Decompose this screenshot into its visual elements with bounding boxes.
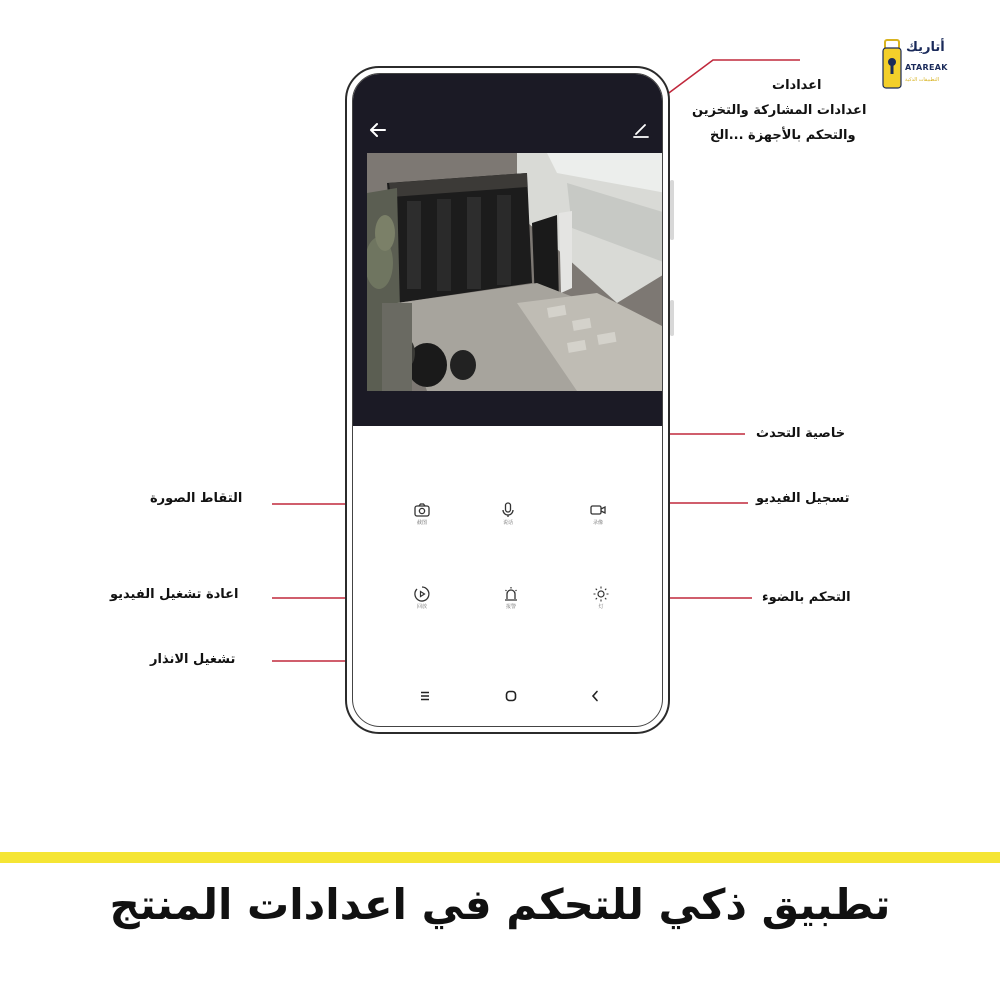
camera-live-view[interactable] bbox=[367, 153, 663, 391]
record-button[interactable] bbox=[576, 501, 620, 545]
back-arrow-icon[interactable] bbox=[367, 119, 389, 141]
volume-button bbox=[670, 180, 674, 240]
snapshot-button[interactable] bbox=[400, 501, 444, 545]
video-camera-icon bbox=[589, 501, 607, 519]
power-button bbox=[670, 300, 674, 336]
snapshot-label: 截图 bbox=[416, 520, 427, 526]
accent-bar bbox=[0, 852, 1000, 863]
back-chevron-icon[interactable] bbox=[587, 688, 603, 704]
phone-screen bbox=[352, 73, 663, 727]
light-feature-label: التحكم بالضوء bbox=[762, 590, 851, 605]
settings-description-line1: اعدادات المشاركة والتخزين bbox=[692, 103, 867, 118]
microphone-icon bbox=[499, 501, 517, 519]
snapshot-feature-label: التقاط الصورة bbox=[150, 491, 243, 506]
sun-icon bbox=[592, 585, 610, 603]
record-label: 录像 bbox=[592, 520, 603, 526]
talk-button[interactable] bbox=[486, 501, 530, 545]
logo-name-english: ATAREAK bbox=[905, 63, 948, 72]
alarm-button[interactable] bbox=[489, 585, 533, 629]
playback-feature-label: اعادة تشغيل الفيديو bbox=[110, 587, 239, 602]
replay-icon bbox=[413, 585, 431, 603]
menu-icon[interactable] bbox=[417, 688, 433, 704]
edit-icon[interactable] bbox=[630, 119, 652, 141]
light-label: 灯 bbox=[598, 604, 604, 610]
settings-title: اعدادات bbox=[772, 78, 822, 93]
settings-description-line2: والتحكم بالأجهزة ...الخ bbox=[710, 128, 856, 143]
siren-icon bbox=[502, 585, 520, 603]
alarm-label: 报警 bbox=[505, 604, 516, 610]
light-button[interactable] bbox=[579, 585, 623, 629]
record-feature-label: تسجيل الفيديو bbox=[756, 491, 850, 506]
camera-icon bbox=[413, 501, 431, 519]
home-icon[interactable] bbox=[503, 688, 519, 704]
logo-name-arabic: أتاريك bbox=[906, 40, 945, 55]
talk-feature-label: خاصية التحدث bbox=[756, 426, 846, 441]
playback-label: 回放 bbox=[416, 604, 427, 610]
footer-title: تطبيق ذكي للتحكم في اعدادات المنتج bbox=[109, 880, 891, 929]
logo-tagline: التطبيقات الذكية bbox=[905, 77, 939, 83]
playback-button[interactable] bbox=[400, 585, 444, 629]
phone-mockup bbox=[345, 66, 670, 734]
alarm-feature-label: تشغيل الانذار bbox=[150, 652, 236, 667]
talk-label: 说话 bbox=[502, 520, 513, 526]
